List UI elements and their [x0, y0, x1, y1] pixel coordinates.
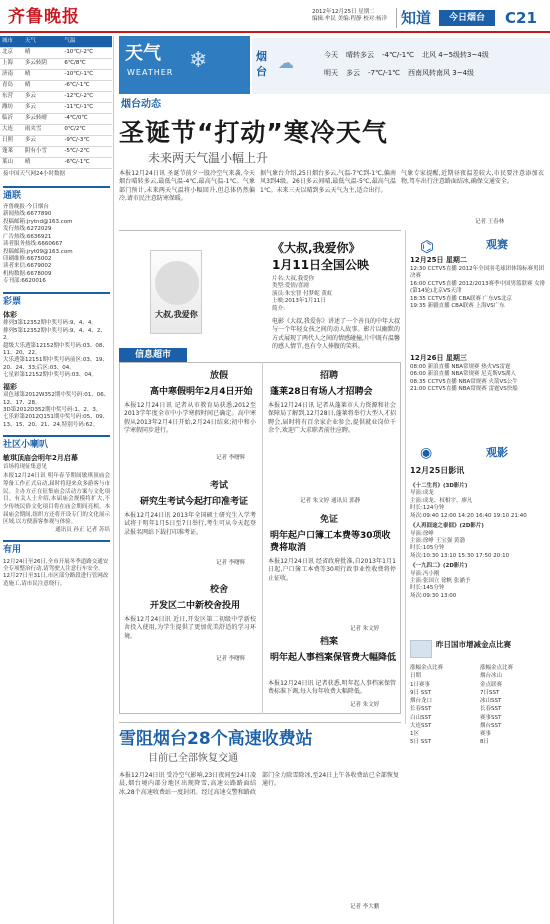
movie-body: 电影《大叔,我爱你》讲述了一个善良的中年大叔与一个年轻女孩之间的动人故事。影片以幽默的方式展现了两代人之间的情感碰撞,片中既有温馨的感人情节,也有令人捧腹的笑料。 — [272, 318, 400, 351]
city-weather-table — [0, 36, 112, 169]
welfare-lottery-title: 福彩 — [3, 382, 17, 391]
yesterday-item: 金点联赛 — [480, 681, 503, 688]
lottery-item: 超级大乐透第12152期中奖号码:03、08、11、20、22。 — [3, 342, 108, 356]
waiver-body: 本报12月24日讯 经省政府批准,自2013年1月1日起,户口簿工本费等30项行政事业性收费将停止征收。 — [268, 558, 396, 582]
table-cell: 多云 — [23, 102, 63, 113]
bottom-body: 本报12月24日讯 受冷空气影响,23日夜间至24日凌晨,烟台境内部分地区出现降雪,高速公路路面结冰,28个高速收费站一度封闭。经过高速交警和路政部门全力除雪除冰,至24日上午各收费站已全部恢复通行。 — [119, 772, 399, 796]
table-cell: 上海 — [0, 58, 23, 69]
film-detail: 场次:10:30 13:10 15:30 17:50 20:10 — [410, 552, 510, 559]
page-number: C21 — [505, 9, 537, 27]
yesterday-item: 赛事 — [480, 731, 492, 737]
yesterday-item: 1区 — [410, 731, 419, 737]
film-detail: 主演:徐峥 王宝强 黄渤 — [410, 537, 465, 544]
movie-meta-item: 简介: — [272, 305, 285, 312]
movie-meta-item: 演员:朱宏智 付梦妮 黄虹 — [272, 290, 333, 297]
recruit-body: 本报12月24日讯 记者从蓬莱市人力资源和社会保障局了解到,12月28日,蓬莱将举行大型人才招聘会,届时将有百余家企业参会,提供就业岗位千余个,欢迎广大求职者前往应聘。 — [268, 402, 396, 435]
table-cell: -12℃/-2℃ — [62, 91, 112, 102]
sports-lottery-list — [3, 320, 110, 379]
waiver-title: 明年起户口簿工本费等30项收费将取消 — [270, 531, 391, 554]
section-name: 知道 — [396, 8, 431, 28]
binocular-icon: ⌬ — [420, 237, 434, 256]
yesterday-item: 长春SST — [410, 706, 432, 713]
yesterday-item: 长春SST — [480, 706, 502, 713]
contact-item: 新闻热线:6677890 — [3, 211, 52, 218]
film-detail: 时长:145分钟 — [410, 585, 445, 592]
tv-item: 16:00 CCTV5直播 2012/2013赛季中国男篮联赛 女排(第14轮)北京VS天津 — [410, 280, 546, 295]
table-row — [0, 47, 112, 58]
tv-item: 08:00 新浪直播 NBA常规赛 热火VS雷霆 — [410, 364, 511, 370]
table-cell: 阴有小雪 — [23, 146, 63, 157]
tv-item: 18:35 CCTV5直播 CBA联赛 广东VS北京 — [410, 295, 513, 302]
movie-meta — [272, 276, 400, 313]
weather-table-note: 接中国天气网24小时数据 — [3, 170, 65, 177]
yesterday-item: 白山SST — [410, 714, 432, 721]
community-subhead: 首场将现征集意见 — [3, 463, 48, 470]
lottery-item: 3D第2012D352期中奖号码:1、2、3。 — [3, 406, 102, 413]
contact-item: 发行热线:6272029 — [3, 226, 52, 233]
table-cell: -4℃/0℃ — [62, 113, 112, 124]
contact-item: 广告热线:6636921 — [3, 233, 52, 240]
exam-title: 研究生考试今起打印准考证 — [140, 497, 249, 507]
yesterday-item: 赛事SST — [480, 714, 502, 721]
movie-title: 《大叔,我爱你》 — [272, 241, 361, 255]
film-name: 《十二生肖》(3D影片) — [410, 483, 468, 489]
table-cell: 多云转晴 — [23, 113, 63, 124]
masthead-rule — [0, 31, 550, 33]
lottery-item: 双色球第2012W352期中奖号码:01、06、12、17、28。 — [3, 392, 110, 406]
info-divider — [262, 362, 263, 714]
yesterday-left-col — [410, 664, 476, 747]
film-name: 《人再囧途之泰囧》(2D影片) — [410, 523, 484, 530]
exam-label: 考试 — [210, 481, 229, 491]
table-cell: 莱山 — [0, 157, 23, 168]
section-tag: 今日烟台 — [439, 10, 495, 26]
table-cell: 青岛 — [0, 80, 23, 91]
table-cell: 晴 — [23, 47, 63, 58]
table-cell: 多云转阴 — [23, 58, 63, 69]
forecast-cell: 晴转多云 — [346, 51, 374, 59]
table-cell: 潍坊 — [0, 102, 23, 113]
contact-item: 投稿邮箱:jryt09@163.com — [3, 248, 73, 255]
archive-label: 档案 — [320, 637, 339, 647]
tv-item: 06:00 新浪直播 NBA常规赛 尼克斯VS湖人 — [410, 371, 516, 378]
contact-item: 齐鲁晚报·今日烟台 — [3, 204, 49, 211]
table-row — [0, 124, 112, 135]
lead-subtitle: 未来两天气温小幅上升 — [148, 151, 269, 165]
community-headline: 敏琪顶庙会明年2月启幕 — [3, 454, 78, 463]
holiday-title: 高中寒假明年2月4日开始 — [150, 387, 253, 397]
movie-meta-item: 片名:大叔,我爱你 — [272, 276, 315, 282]
holiday-body: 本报12月24日讯 记者从市教育局获悉,2012至2013学年度全市中小学寒假时间已确定。高中寒假从2013年2月4日开始,2月24日结束;初中和小学寒假同步进行。 — [124, 402, 256, 435]
lottery-item: 排列5第12352期中奖号码:9、4、4、2、2。 — [3, 327, 106, 342]
sports-lottery-title: 体彩 — [3, 310, 17, 319]
useful-list — [3, 559, 110, 589]
contact-item: 专刊部:6620016 — [3, 278, 46, 285]
table-cell: 日照 — [0, 135, 23, 146]
table-cell: 多云 — [23, 135, 63, 146]
yesterday-item: 大连SST — [410, 722, 432, 729]
yesterday-item: 涨幅金点比赛 — [480, 665, 514, 671]
film-detail: 场次:09:30 13:00 — [410, 592, 457, 599]
film-detail: 导演:冯小刚 — [410, 570, 440, 577]
table-cell: 晴 — [23, 157, 63, 168]
school-body: 本报12月24日讯 近日,开发区第二初级中学新校舍投入使用,为学生提供了更加优美舒适的学习环境。 — [124, 616, 256, 640]
table-cell: 天气 — [23, 36, 63, 47]
useful-title: 有用 — [3, 540, 110, 556]
waiver-reporter: 记者 朱文婷 — [350, 626, 380, 632]
forecast-cell: -7℃/-1℃ — [368, 69, 401, 77]
tv-list-2 — [410, 364, 546, 394]
film-date: 12月25日影讯 — [410, 466, 465, 475]
forecast-cell: 明天 — [324, 69, 338, 77]
waiver-label: 免证 — [320, 515, 339, 525]
table-row — [0, 58, 112, 69]
recruit-title: 蓬莱28日有场人才招聘会 — [270, 387, 373, 397]
table-cell: -6℃/-1℃ — [62, 157, 112, 168]
yesterday-title: 昨日国市增减金点比赛 — [436, 640, 511, 649]
table-row — [0, 157, 112, 168]
lead-reporter: 记者 王春林 — [475, 219, 505, 225]
table-cell: -10℃/-1℃ — [62, 69, 112, 80]
exam-body: 本报12月24日讯 2013年全国硕士研究生入学考试将于明年1月5日至7日举行,考生可从今天起登录报名网站下载打印准考证。 — [124, 512, 256, 536]
table-cell: -9℃/-3℃ — [62, 135, 112, 146]
contact-item: 投稿邮箱:jrytnd@163.com — [3, 218, 73, 225]
info-market-header: 信息超市 — [119, 348, 187, 362]
film-detail: 导演:徐峥 — [410, 530, 434, 537]
tv-title: 观赛 — [486, 238, 508, 251]
yesterday-item: 烟台SST — [480, 722, 502, 729]
weather-subhead: 烟台动态 — [121, 99, 161, 110]
tv-date-2: 12月26日 星期三 — [410, 354, 467, 362]
recruit-reporter: 记者 朱文婷 通讯员 郭静 — [300, 498, 361, 504]
lead-col-3: 气象专家提醒,近期昼夜温差较大,市民要注意添加衣物,驾车出行注意路面结冰,确保交通安全。 — [401, 170, 544, 186]
lead-col-2: 据气象台介绍,25日烟台多云,气温-7℃到-1℃,偏南风3到4级。26日多云间晴,最低气温-5℃,最高气温1℃。未来三天以晴到多云天气为主,适合出行。 — [260, 170, 396, 194]
table-cell: -5℃/-2℃ — [62, 146, 112, 157]
table-cell: 北京 — [0, 47, 23, 58]
lottery-item: 七乐彩第2012Q151期中奖号码:05、09、13、15、20、21、24,特别号码:62。 — [3, 414, 109, 428]
film-name: 《一九四二》(2D影片) — [410, 563, 468, 570]
lead-col-1: 本报12月24日讯 圣诞节前夕一股冷空气来袭,今天烟台晴转多云,最低气温-4℃,最高气温-1℃。气象部门预计,未来两天气温将小幅回升,但总体仍然偏冷,请市民注意防寒保暖。 — [119, 170, 255, 203]
film-reel-icon: ◉ — [420, 445, 433, 461]
bottom-subtitle: 目前已全部恢复交通 — [148, 753, 238, 764]
forecast-cell: 北风 4~5级转3~4级 — [422, 51, 489, 59]
yesterday-item: 冰山SST — [480, 698, 502, 704]
tv-date-1: 12月25日 星期二 — [410, 256, 467, 264]
contact-title: 通联 — [3, 186, 110, 202]
useful-item: 12月27日至31日,市区部分路段进行管网改造施工,请市民注意绕行。 — [3, 573, 109, 587]
holiday-label: 放假 — [210, 371, 229, 381]
forecast-panel — [252, 38, 550, 94]
forecast-row — [324, 64, 548, 82]
holiday-reporter: 记者 李曙辉 — [216, 455, 246, 461]
bottom-reporter: 记者 李大鹏 — [350, 904, 380, 910]
table-cell: 济南 — [0, 69, 23, 80]
weather-banner — [119, 36, 250, 94]
lead-headline: 圣诞节“打动”寒冷天气 — [119, 118, 388, 147]
movie-meta-item: 类型:爱情/喜剧 — [272, 283, 309, 290]
left-column — [0, 36, 114, 924]
table-row — [0, 113, 112, 124]
table-cell: 东营 — [0, 91, 23, 102]
tv-list-1 — [410, 266, 546, 311]
lottery-title: 彩票 — [3, 292, 110, 308]
table-cell: -6℃/-1℃ — [62, 80, 112, 91]
contact-item: 读者服务热线:6660667 — [3, 241, 63, 248]
yesterday-item: 1日赛事 — [410, 681, 430, 688]
table-cell: 气温 — [62, 36, 112, 47]
school-label: 校舍 — [210, 585, 229, 595]
poster-figure — [155, 261, 199, 305]
snowflake-icon: ❄ — [189, 48, 208, 73]
movie-meta-item: 上映:2013年1月11日 — [272, 298, 326, 305]
lottery-item: 大乐透第12151期中奖号码前区:03、19、20、24、33;后区:03、04。 — [3, 357, 108, 371]
yesterday-item: 5日 SST — [410, 739, 432, 746]
yesterday-photo — [410, 640, 432, 658]
tv-item: 21:00 CCTV5直播 NBA常规赛 雷霆VS快船 — [410, 386, 518, 393]
table-cell: 大连 — [0, 124, 23, 135]
school-title: 开发区二中新校舍投用 — [150, 601, 241, 611]
bottom-headline: 雪阻烟台28个高速收费站 — [119, 729, 313, 749]
table-row — [0, 135, 112, 146]
table-cell: 城市 — [0, 36, 23, 47]
yesterday-item: 9日 SST — [410, 689, 432, 696]
contact-item: 机构数据:6678009 — [3, 270, 52, 277]
divider — [119, 722, 401, 723]
lottery-item: 七星彩第12152期中奖号码:03、04。 — [3, 372, 97, 379]
community-body: 本报12月24日讯 明年春节期间敏琪顶庙会筹备工作正式启动,届时将迎来众多游客与市民。主办方正在征集庙会活动方案与文化项目。有关人士介绍,本届庙会规模将扩大,不少传统民俗文化项目将在庙会期间亮相。本届庙会期间,组织方还将开设专门的文化展示区域,以方便游客参观与体验。 — [3, 473, 110, 526]
community-reporter: 通讯员 孙正 记者 苏培 — [55, 527, 110, 534]
forecast-city: 烟台 — [256, 50, 267, 78]
film-detail: 主演:成龙、权相宇、廖凡 — [410, 497, 473, 504]
contact-item: 印刷维修:6675002 — [3, 256, 52, 263]
film-detail: 时长:105分钟 — [410, 545, 445, 552]
table-cell: -11℃/-1℃ — [62, 102, 112, 113]
forecast-cell: 多云 — [346, 69, 360, 77]
table-cell: 临沂 — [0, 113, 23, 124]
film-detail: 导演:成龙 — [410, 490, 434, 497]
weather-title-en: WEATHER — [127, 68, 174, 77]
newspaper-logo: 齐鲁晚报 — [8, 7, 80, 27]
useful-item: 12月24日至26日,全市开展冬季道路交通安全专项整治行动,请驾驶人注意行车安全。 — [3, 558, 109, 572]
forecast-rows — [324, 46, 548, 82]
yesterday-right-col — [480, 664, 546, 747]
movie-poster — [150, 250, 202, 334]
recruit-label: 招聘 — [320, 371, 339, 381]
film-title: 观影 — [486, 446, 508, 459]
forecast-cell: -4℃/-1℃ — [382, 51, 415, 59]
table-row — [0, 80, 112, 91]
archive-body: 本报12月24日讯 记者获悉,明年起人事档案保管费标准下调,每人每年收费大幅降低。 — [268, 680, 396, 696]
lottery-item: 排列3第12352期中奖号码:9、4、4。 — [3, 320, 97, 327]
table-cell: 6℃/8℃ — [62, 58, 112, 69]
exam-reporter: 记者 李曙辉 — [216, 560, 246, 566]
contact-list — [3, 204, 110, 286]
table-row — [0, 146, 112, 157]
yesterday-item: 烟台冰山 — [480, 673, 503, 680]
table-cell: 雨夹雪 — [23, 124, 63, 135]
table-cell: 多云 — [23, 91, 63, 102]
yesterday-item: 日期 — [410, 673, 422, 680]
contact-item: 读者来信:6679002 — [3, 263, 52, 270]
forecast-row — [324, 46, 548, 64]
table-cell: 晴 — [23, 69, 63, 80]
yesterday-item: 烟台龙口 — [410, 698, 433, 704]
divider — [119, 230, 401, 231]
welfare-lottery-list — [3, 392, 110, 429]
weather-title: 天气 — [125, 43, 161, 64]
table-cell: 晴 — [23, 80, 63, 91]
yesterday-item: 涨幅金点比赛 — [410, 665, 444, 671]
film-detail: 时长:124分钟 — [410, 505, 445, 512]
table-cell: -10℃/-2℃ — [62, 47, 112, 58]
archive-title: 明年起人事档案保管费大幅降低 — [270, 653, 397, 663]
date-line: 2012年12月25日 星期二 编辑:牟民 美编:程静 校对:杨洋 — [312, 9, 388, 23]
table-header — [0, 36, 112, 47]
tv-item: 12:30 CCTV5直播 2012年全国羽毛球团体锦标赛男团决赛 — [410, 266, 545, 280]
poster-title: 大叔,我爱你 — [155, 309, 198, 319]
yesterday-item: 7日SST — [480, 689, 500, 696]
community-title: 社区小喇叭 — [3, 435, 110, 451]
film-detail: 场次:09:40 12:00 14:20 16:40 19:10 21:40 — [410, 512, 527, 519]
table-row — [0, 69, 112, 80]
forecast-cell: 西南风转南风 3~4级 — [408, 69, 475, 77]
movie-subtitle: 1月11日全国公映 — [272, 258, 370, 272]
tv-item: 08:35 CCTV5直播 NBA常规赛 火箭VS公牛 — [410, 378, 518, 385]
table-row — [0, 91, 112, 102]
table-cell: 蓬莱 — [0, 146, 23, 157]
table-row — [0, 102, 112, 113]
cloud-snow-icon: ☁ — [278, 53, 294, 72]
forecast-cell: 今天 — [324, 51, 338, 59]
archive-reporter: 记者 朱文婷 — [350, 702, 380, 708]
tv-item: 19:35 新疆直播 CBA联赛 上海VS广东 — [410, 303, 505, 310]
film-detail: 主演:张国立 徐帆 张涵予 — [410, 578, 471, 585]
table-cell: 0℃/2℃ — [62, 124, 112, 135]
yesterday-item: 8日 — [480, 739, 489, 746]
school-reporter: 记者 李曙辉 — [216, 656, 246, 662]
film-list — [410, 480, 546, 600]
